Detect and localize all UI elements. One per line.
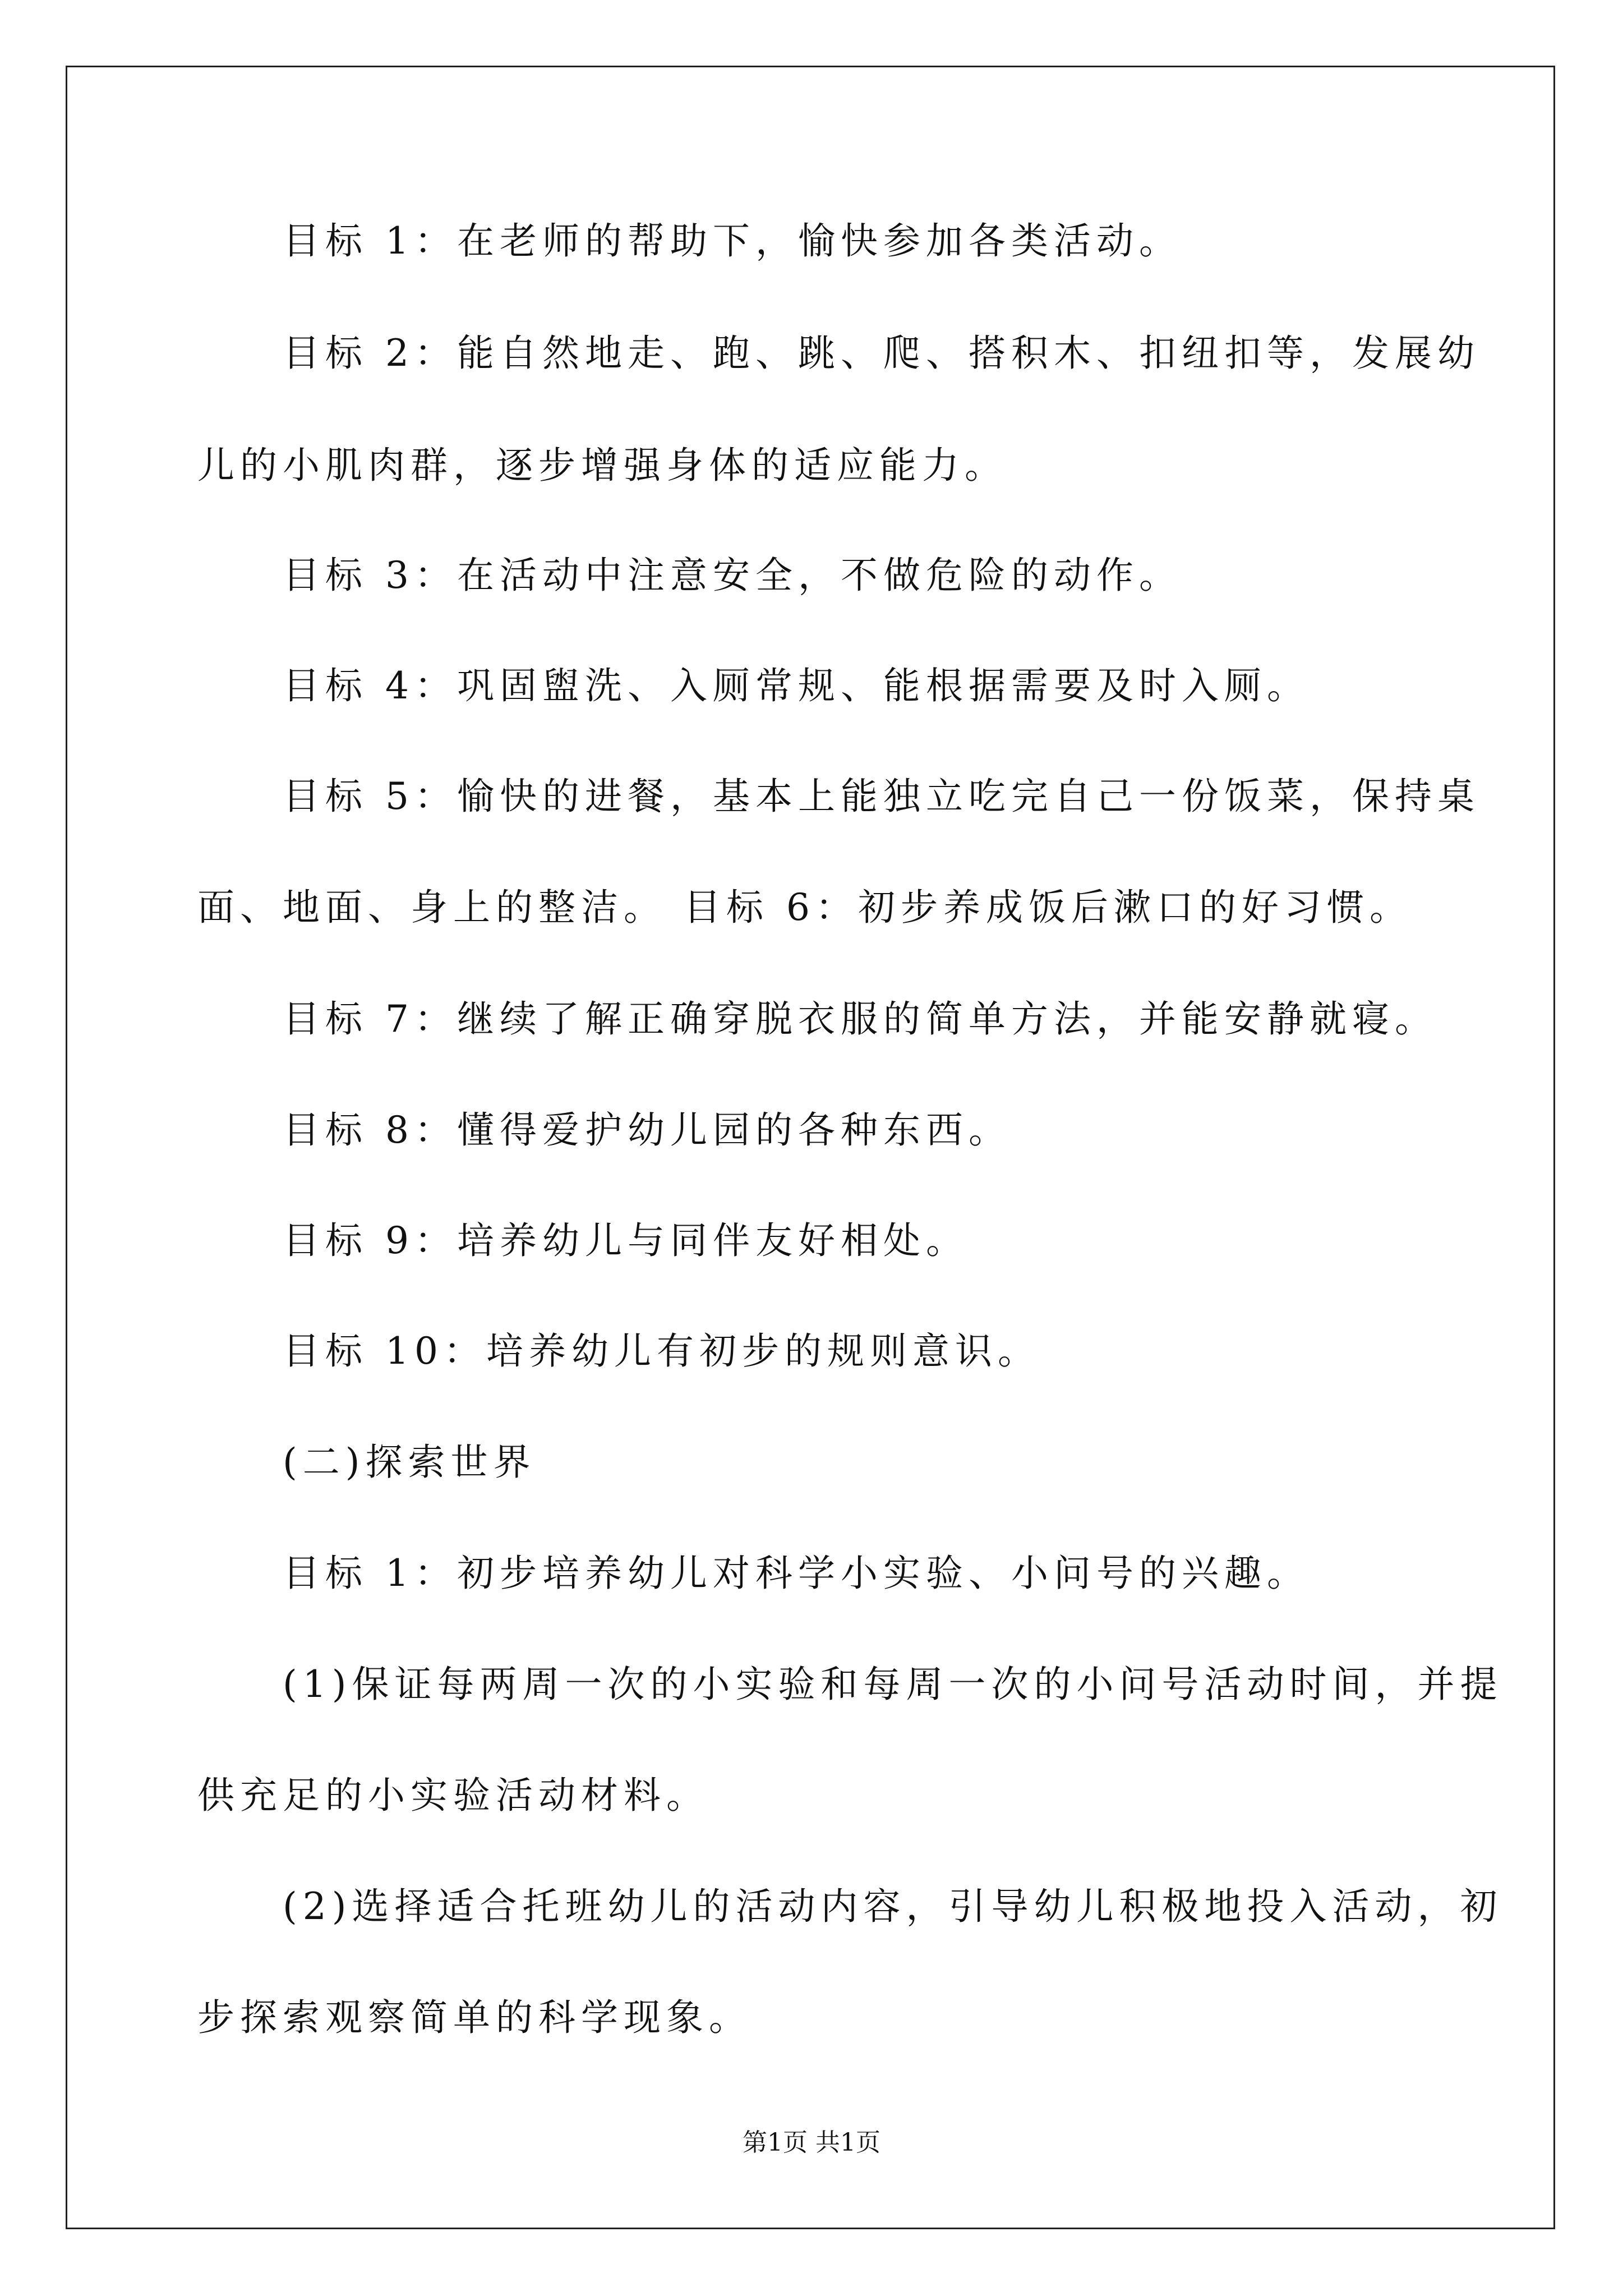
- paragraph-item-1-cont: 供充足的小实验活动材料。: [197, 1774, 709, 1817]
- paragraph-goal-2-cont: 儿的小肌肉群，逐步增强身体的适应能力。: [197, 444, 1007, 487]
- paragraph-goal-3: 目标 3：在活动中注意安全，不做危险的动作。: [283, 554, 1182, 597]
- section-heading-explore-world: (二)探索世界: [283, 1441, 536, 1484]
- paragraph-item-2-cont: 步探索观察简单的科学现象。: [197, 1996, 751, 2039]
- page-number-footer: 第1页 共1页: [743, 2128, 880, 2157]
- paragraph-goal-4: 目标 4：巩固盥洗、入厕常规、能根据需要及时入厕。: [283, 664, 1310, 707]
- paragraph-goal-1: 目标 1：在老师的帮助下，愉快参加各类活动。: [283, 219, 1182, 263]
- paragraph-item-2: (2)选择适合托班幼儿的活动内容，引导幼儿积极地投入活动，初: [283, 1885, 1503, 1928]
- paragraph-goal-8: 目标 8：懂得爱护幼儿园的各种东西。: [283, 1108, 1011, 1152]
- paragraph-item-1: (1)保证每两周一次的小实验和每周一次的小问号活动时间，并提: [283, 1663, 1503, 1706]
- paragraph-goal-9: 目标 9：培养幼儿与同伴友好相处。: [283, 1219, 969, 1262]
- paragraph-explore-goal-1: 目标 1：初步培养幼儿对科学小实验、小问号的兴趣。: [283, 1552, 1310, 1595]
- paragraph-goal-5: 目标 5：愉快的进餐，基本上能独立吃完自己一份饭菜，保持桌: [283, 775, 1480, 818]
- paragraph-goal-2: 目标 2：能自然地走、跑、跳、爬、搭积木、扣纽扣等，发展幼: [283, 332, 1480, 375]
- paragraph-goal-10: 目标 10：培养幼儿有初步的规则意识。: [283, 1329, 1040, 1373]
- paragraph-goal-5-6: 面、地面、身上的整洁。 目标 6：初步养成饭后漱口的好习惯。: [197, 886, 1412, 929]
- paragraph-goal-7: 目标 7：继续了解正确穿脱衣服的简单方法，并能安静就寝。: [283, 997, 1437, 1041]
